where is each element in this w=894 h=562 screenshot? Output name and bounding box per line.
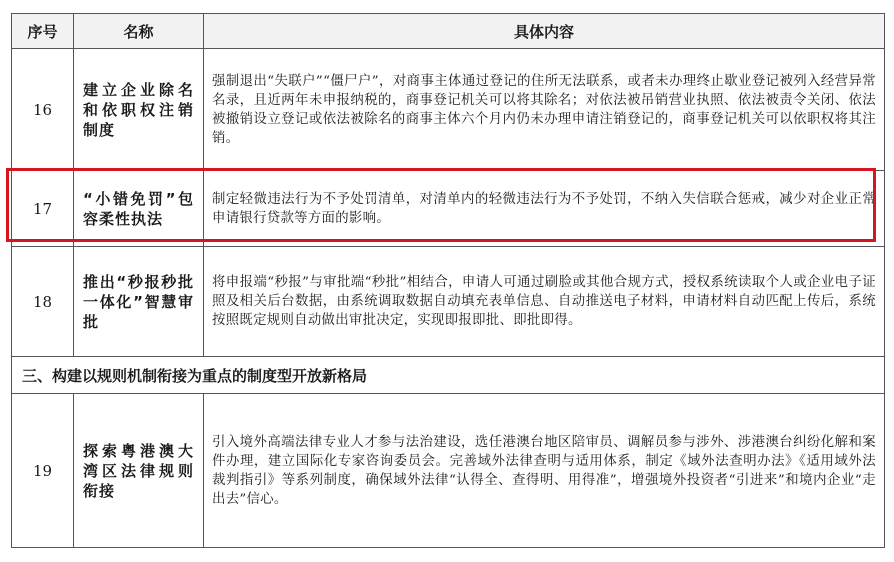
row-name: 建立企业除名和依职权注销制度 [74,49,204,171]
row-number: 19 [12,394,74,548]
row-name: 推出“秒报秒批一体化”智慧审批 [74,247,204,357]
header-content: 具体内容 [204,14,885,49]
row-number: 16 [12,49,74,171]
table-row-18 [12,247,885,357]
header-name: 名称 [74,14,204,49]
table-row-19 [12,394,885,548]
section-row [12,357,885,394]
row-name: “小错免罚”包容柔性执法 [74,171,204,247]
row-content: 强制退出“失联户”“僵尸户”，对商事主体通过登记的住所无法联系，或者未办理终止歇业登记被列入经营异常名录，且近两年未申报纳税的，商事登记机关可以将其除名；对依法被吊销营业执照、依法被责令关闭、依法被撤销设立登记或依法被除名的商事主体六个月内仍未办理申请注销登记的，商事登记机关可以依职权将其注销。 [204,49,885,171]
policy-table [11,13,885,548]
row-content: 将申报端“秒报”与审批端“秒批”相结合，申请人可通过刷脸或其他合规方式，授权系统读取个人或企业电子证照及相关后台数据，由系统调取数据自动填充表单信息、自动推送电子材料，申请材料自动匹配上传后，系统按照既定规则自动做出审批决定，实现即报即批、即批即得。 [204,247,885,357]
header-row [12,14,885,49]
row-content: 制定轻微违法行为不予处罚清单，对清单内的轻微违法行为不予处罚，不纳入失信联合惩戒，减少对企业正常申请银行贷款等方面的影响。 [204,171,885,247]
table-row-17 [12,171,885,247]
section-title: 三、构建以规则机制衔接为重点的制度型开放新格局 [12,357,885,394]
header-number: 序号 [12,14,74,49]
row-number: 18 [12,247,74,357]
row-name: 探索粤港澳大湾区法律规则衔接 [74,394,204,548]
row-number: 17 [12,171,74,247]
table-row-16 [12,49,885,171]
row-content: 引入境外高端法律专业人才参与法治建设，选任港澳台地区陪审员、调解员参与涉外、涉港澳台纠纷化解和案件办理，建立国际化专家咨询委员会。完善域外法律查明与适用体系，制定《域外法查明办法》《适用域外法裁判指引》等系列制度，确保域外法律“认得全、查得明、用得准”，增强境外投资者“引进来”和境内企业“走出去”信心。 [204,394,885,548]
